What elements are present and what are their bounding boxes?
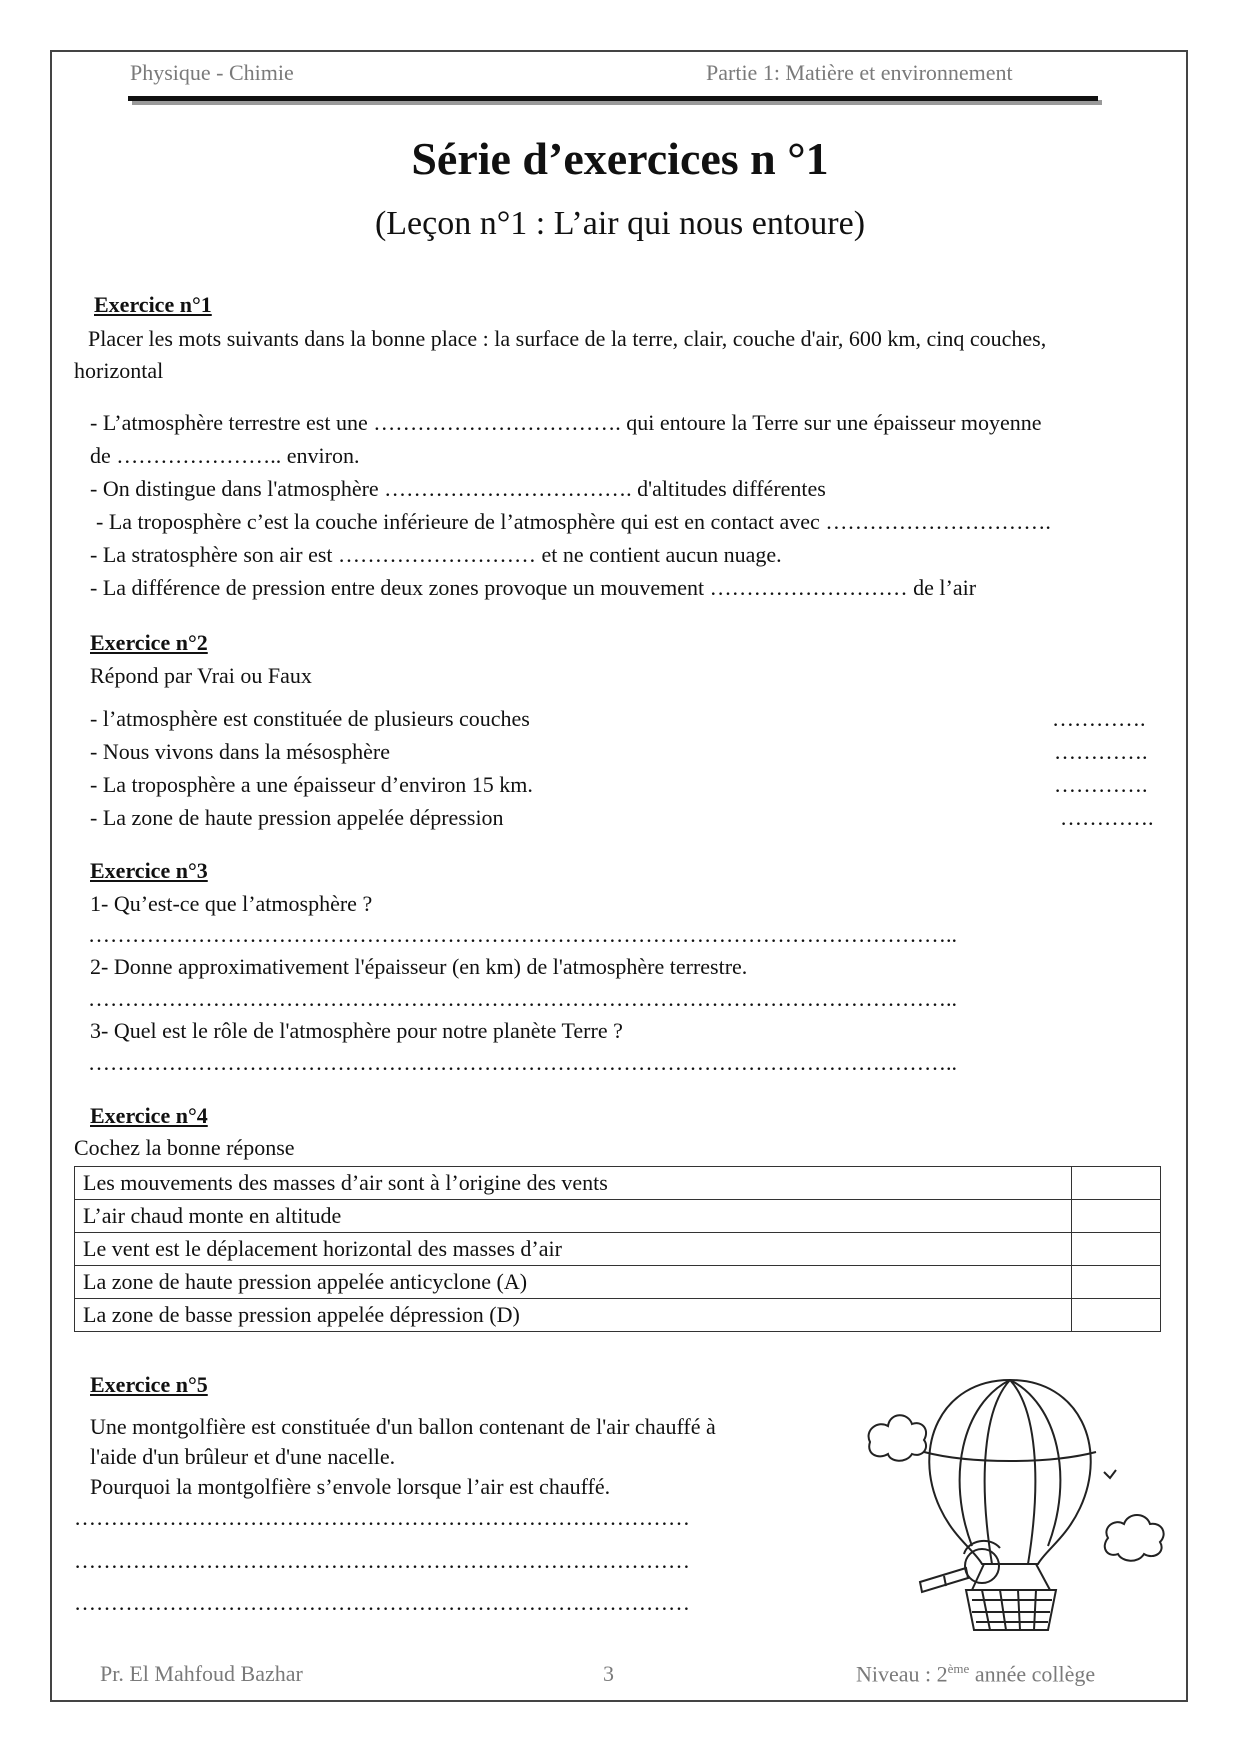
table-row [75,1299,1161,1332]
table-row [75,1167,1161,1200]
ex3-answer-line: ……………………………………………………………………………………………………….. [88,1050,957,1075]
ex2-instruction: Répond par Vrai ou Faux [90,663,312,688]
ex1-line: de ………………….. environ. [90,443,360,468]
ex1-line: - La stratosphère son air est ……………………… et ne contient aucun nuage. [90,542,782,567]
ex3-answer-line: ……………………………………………………………………………………………………….. [88,922,957,947]
ex5-answer-line: ………………………………………………………………………… [74,1505,690,1530]
footer-level-prefix: Niveau : 2 [856,1661,948,1687]
ex4-statement: La zone de haute pression appelée anticyclone (A) [75,1266,1072,1299]
ex4-statement: L’air chaud monte en altitude [75,1200,1072,1233]
ex2-item-blank: …………. [1060,805,1154,830]
header-subject: Physique - Chimie [130,60,294,85]
ex5-answer-line: ………………………………………………………………………… [74,1548,690,1573]
page-title: Série d’exercices n °1 [411,133,829,184]
table-row [75,1233,1161,1266]
ex5-question: Pourquoi la montgolfière s’envole lorsque l’air est chauffé. [90,1474,611,1499]
header-part: Partie 1: Matière et environnement [706,60,1013,85]
ex3-title: Exercice n°3 [90,858,208,883]
header-rule [128,96,1098,101]
ex1-line: - La troposphère c’est la couche inférieure de l’atmosphère qui est en contact avec …………………………. [96,509,1051,534]
ex4-statement: La zone de basse pression appelée dépression (D) [75,1299,1072,1332]
ex1-instruction-2: horizontal [74,358,164,383]
ex5-title: Exercice n°5 [90,1372,208,1397]
ex2-item-blank: …………. [1054,739,1148,764]
ex1-instruction-1: Placer les mots suivants dans la bonne place : la surface de la terre, clair, couche d'air, 600 km, cinq couches, [88,326,1047,351]
ex4-checkbox-cell[interactable] [1072,1266,1161,1299]
ex2-item-text: - La troposphère a une épaisseur d’environ 15 km. [90,772,533,797]
ex2-item-text: - l’atmosphère est constituée de plusieurs couches [90,706,530,731]
ex5-text-1: Une montgolfière est constituée d'un ballon contenant de l'air chauffé à [90,1414,716,1439]
ex5-text-2: l'aide d'un brûleur et d'une nacelle. [90,1444,396,1469]
ex3-answer-line: ……………………………………………………………………………………………………….. [88,986,957,1011]
ex2-item-blank: …………. [1052,706,1146,731]
ex2-item-text: - Nous vivons dans la mésosphère [90,739,391,764]
ex3-question: 1- Qu’est-ce que l’atmosphère ? [90,891,373,916]
ex4-title: Exercice n°4 [90,1103,208,1128]
footer-level-sup: ème [947,1661,970,1676]
ex4-checkbox-cell[interactable] [1072,1200,1161,1233]
ex1-line: - L’atmosphère terrestre est une ……………………………. qui entoure la Terre sur une épaisseur moyenne [90,410,1042,435]
ex4-checkbox-cell[interactable] [1072,1167,1161,1200]
ex3-question: 2- Donne approximativement l'épaisseur (en km) de l'atmosphère terrestre. [90,954,748,979]
ex5-answer-line: ………………………………………………………………………… [74,1590,690,1615]
ex4-checkbox-cell[interactable] [1072,1299,1161,1332]
ex2-item-text: - La zone de haute pression appelée dépression [90,805,504,830]
footer-page-number: 3 [603,1661,614,1686]
ex1-line: - On distingue dans l'atmosphère ……………………………. d'altitudes différentes [90,476,826,501]
ex4-instruction: Cochez la bonne réponse [74,1135,295,1160]
ex2-item-blank: …………. [1054,772,1148,797]
table-row [75,1266,1161,1299]
ex2-title: Exercice n°2 [90,630,208,655]
ex1-line: - La différence de pression entre deux zones provoque un mouvement ……………………… de l’air [90,575,977,600]
footer-author: Pr. El Mahfoud Bazhar [100,1661,303,1686]
ex4-table [74,1166,1161,1332]
footer-level [856,1661,1095,1687]
ex4-checkbox-cell[interactable] [1072,1233,1161,1266]
ex4-statement: Les mouvements des masses d’air sont à l’origine des vents [75,1167,1072,1200]
table-row [75,1200,1161,1233]
page-subtitle: (Leçon n°1 : L’air qui nous entoure) [374,205,866,242]
ex3-question: 3- Quel est le rôle de l'atmosphère pour notre planète Terre ? [90,1018,623,1043]
footer-level-suffix: année collège [969,1661,1096,1687]
hot-air-balloon-illustration [860,1368,1180,1633]
ex1-title: Exercice n°1 [94,292,212,317]
ex4-statement: Le vent est le déplacement horizontal des masses d’air [75,1233,1072,1266]
